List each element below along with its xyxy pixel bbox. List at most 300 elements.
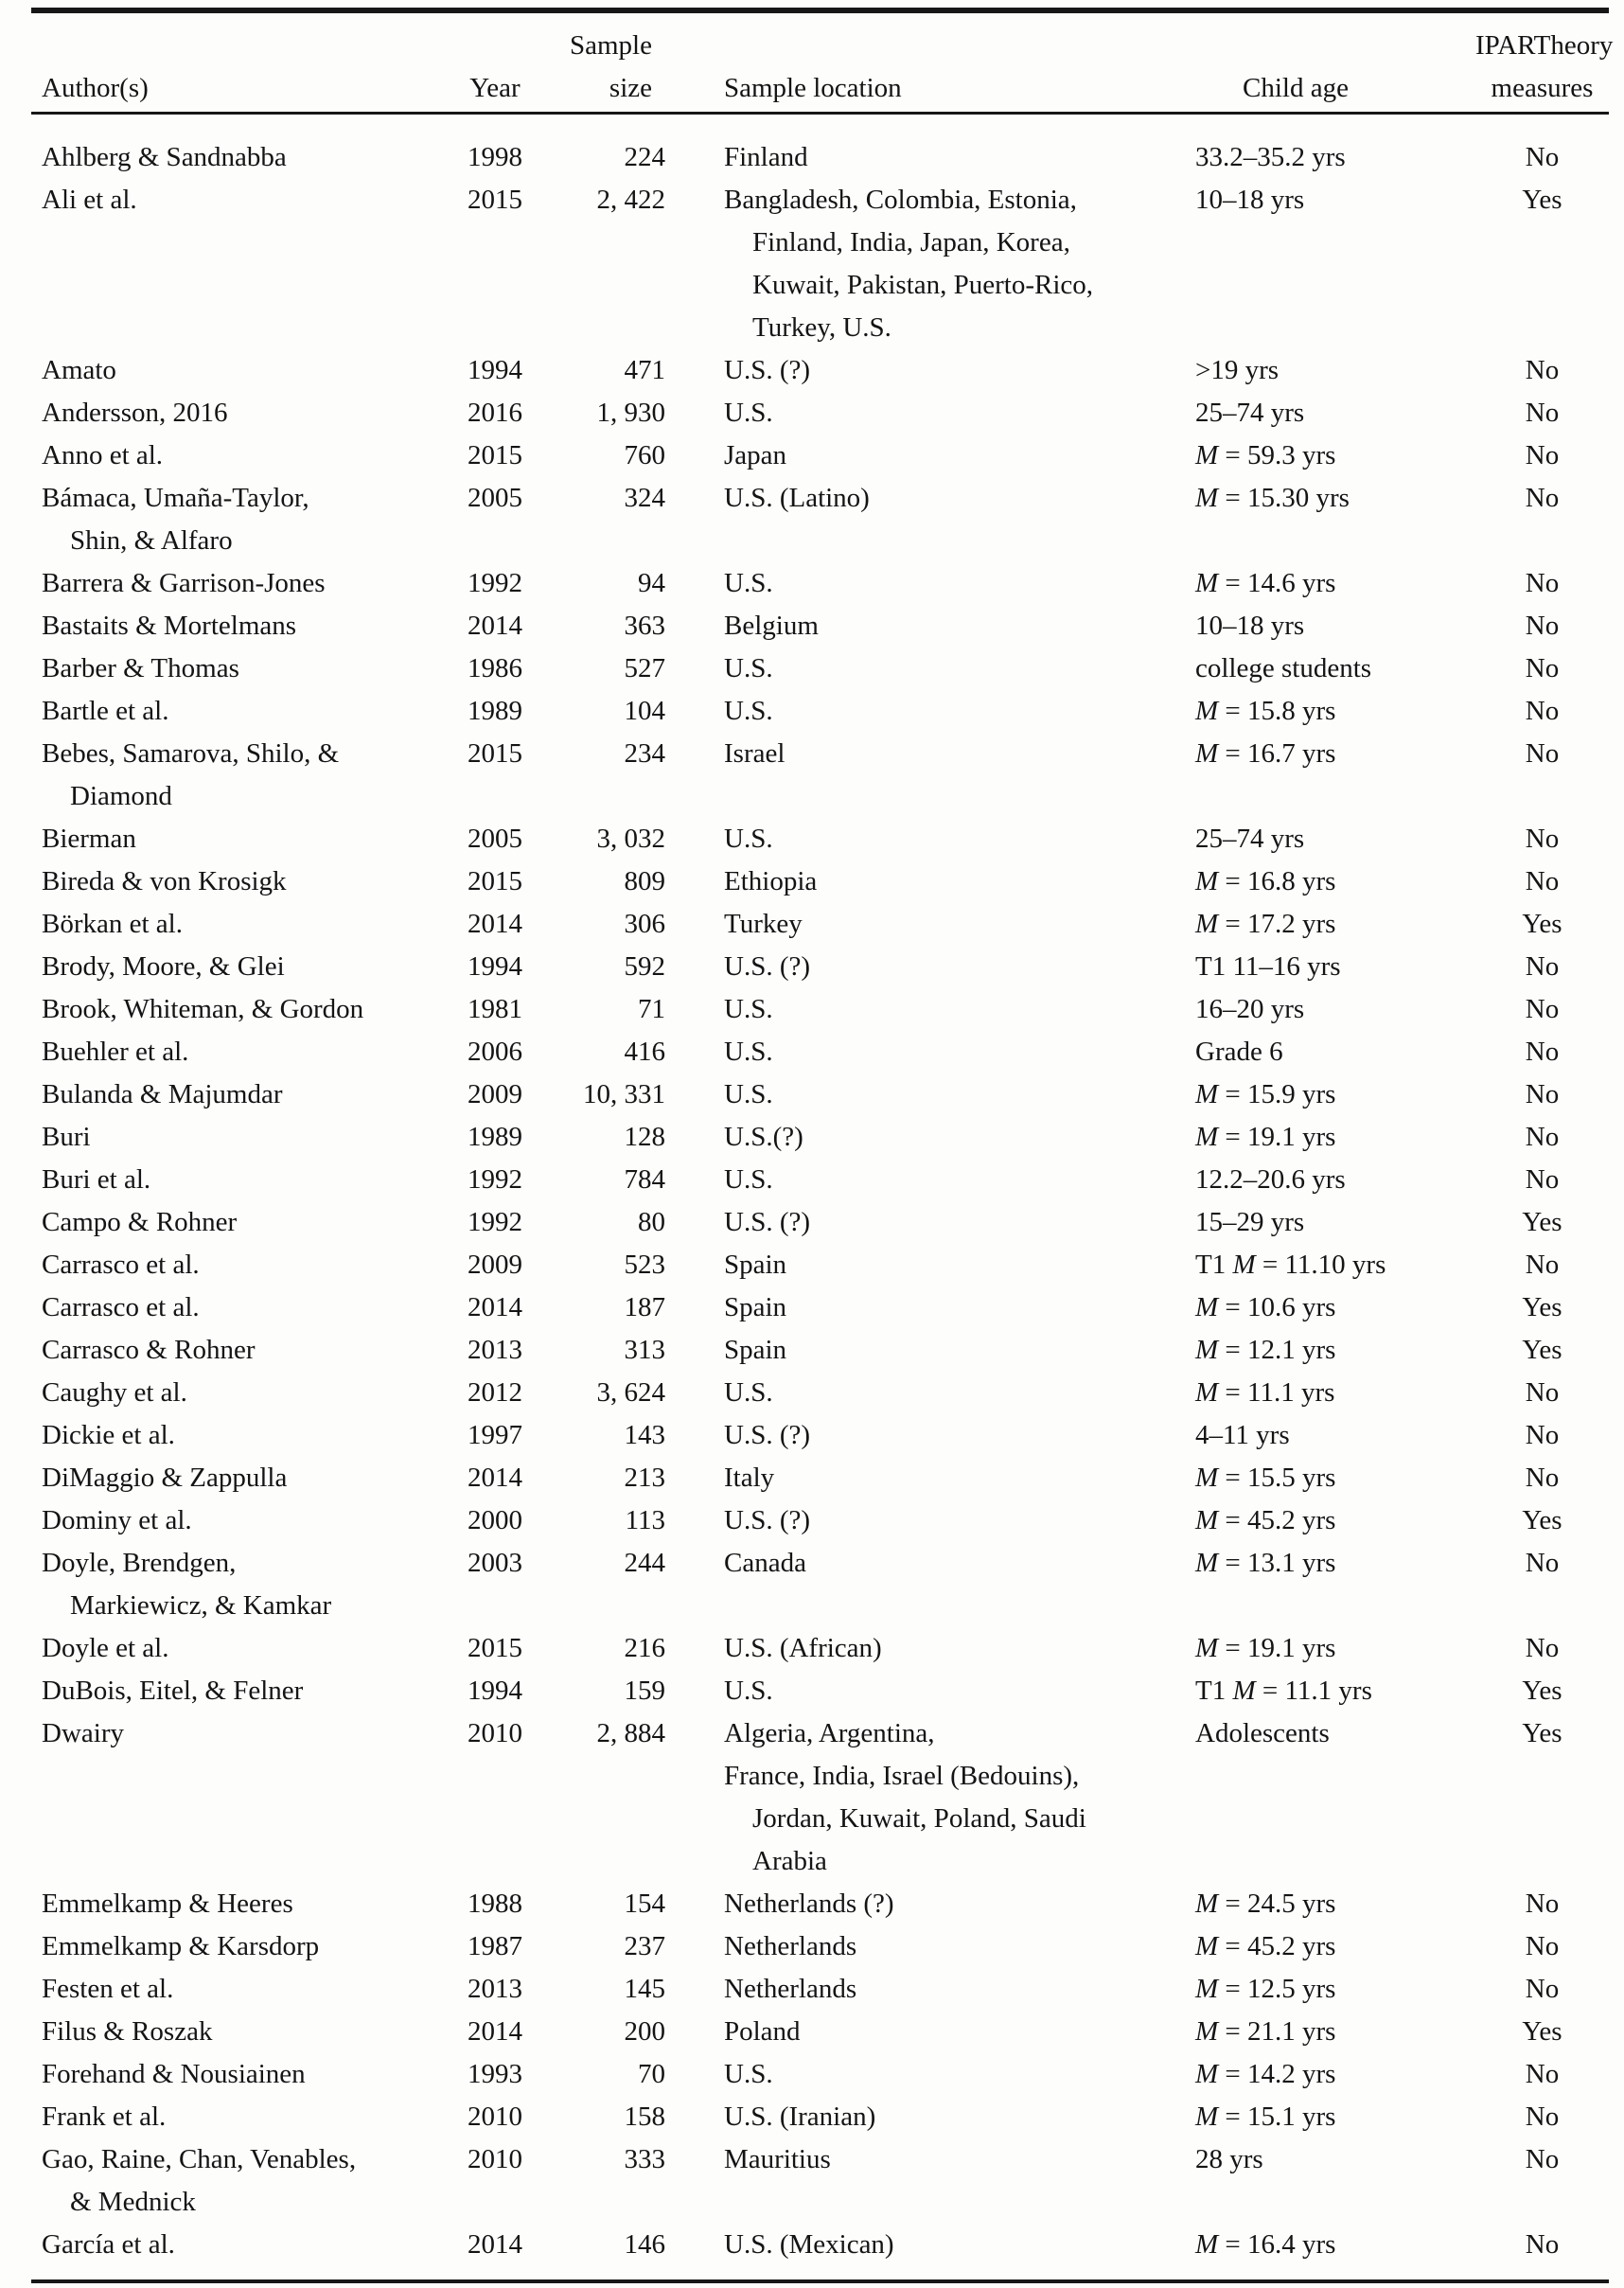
ipartheory-measures-cell [1475, 477, 1609, 562]
child-age-cell [1184, 1329, 1475, 1372]
header-year: Year [457, 67, 533, 114]
cell-line: No [1525, 1079, 1560, 1109]
sample-location-cell [665, 1457, 1184, 1499]
cell-line: T1 M = 11.10 yrs [1195, 1250, 1386, 1280]
cell-line: M = 15.8 yrs [1195, 696, 1336, 726]
author-cell [31, 1883, 457, 1925]
ipartheory-measures-cell [1475, 1031, 1609, 1073]
cell-line: U.S.(?) [724, 1122, 803, 1152]
cell-line: 12.2–20.6 yrs [1195, 1164, 1346, 1195]
year-cell [457, 1499, 533, 1542]
child-age-cell [1184, 114, 1475, 180]
cell-line: No [1525, 398, 1560, 428]
cell-line: 2005 [468, 824, 522, 854]
sample-location-cell [665, 1499, 1184, 1542]
cell-line: >19 yrs [1195, 355, 1280, 385]
cell-line: 1993 [468, 2059, 522, 2089]
cell-line: U.S. (?) [724, 1207, 811, 1237]
cell-line: 80 [638, 1207, 665, 1237]
cell-line: Yes [1522, 1207, 1562, 1237]
cell-line: Israel [724, 738, 786, 769]
sample-size-cell [533, 1116, 665, 1159]
cell-line: 1981 [468, 994, 522, 1024]
year-cell [457, 1712, 533, 1883]
ipartheory-measures-cell [1475, 349, 1609, 392]
cell-line: Dwairy [42, 1718, 124, 1748]
table-row [31, 605, 1609, 647]
cell-line: Italy [724, 1463, 775, 1493]
table-row [31, 477, 1609, 562]
year-cell [457, 1627, 533, 1670]
cell-line: Kuwait, Pakistan, Puerto-Rico, [752, 270, 1094, 300]
table-row [31, 562, 1609, 605]
author-cell [31, 1968, 457, 2011]
sample-location-cell [665, 562, 1184, 605]
author-cell [31, 1159, 457, 1201]
cell-line: 187 [624, 1292, 665, 1322]
table-row [31, 860, 1609, 903]
cell-line: 1992 [468, 1164, 522, 1195]
sample-size-cell [533, 1414, 665, 1457]
year-cell [457, 1925, 533, 1968]
sample-location-cell [665, 946, 1184, 988]
cell-line: DuBois, Eitel, & Felner [42, 1676, 304, 1706]
cell-line: 216 [624, 1633, 665, 1663]
sample-size-cell [533, 1201, 665, 1244]
child-age-cell [1184, 903, 1475, 946]
cell-line: Doyle et al. [42, 1633, 169, 1663]
year-cell [457, 1542, 533, 1627]
cell-line: Ethiopia [724, 866, 818, 896]
ipartheory-measures-cell [1475, 647, 1609, 690]
cell-line: Brody, Moore, & Glei [42, 951, 285, 982]
child-age-cell [1184, 1031, 1475, 1073]
header-authors: Author(s) [31, 67, 457, 114]
cell-line: No [1525, 2102, 1560, 2132]
author-cell [31, 818, 457, 860]
cell-line: 527 [624, 653, 665, 683]
cell-line: U.S. [724, 653, 773, 683]
cell-line: Turkey [724, 909, 803, 939]
cell-line: 523 [624, 1250, 665, 1280]
cell-line: U.S. (Mexican) [724, 2229, 894, 2260]
cell-line: 2010 [468, 2144, 522, 2174]
sample-location-cell [665, 1329, 1184, 1372]
header-row-top [31, 10, 1609, 67]
cell-line: No [1525, 1122, 1560, 1152]
table-row [31, 1414, 1609, 1457]
cell-line: U.S. [724, 994, 773, 1024]
cell-line: No [1525, 1931, 1560, 1961]
cell-line: M = 15.5 yrs [1195, 1463, 1336, 1493]
cell-line: Shin, & Alfaro [70, 525, 233, 556]
cell-line: Ali et al. [42, 185, 137, 215]
year-cell [457, 988, 533, 1031]
cell-line: 784 [624, 1164, 665, 1195]
ipartheory-measures-cell [1475, 435, 1609, 477]
cell-line: 2, 884 [596, 1718, 665, 1748]
cell-line: No [1525, 2144, 1560, 2174]
cell-line: M = 15.30 yrs [1195, 483, 1350, 513]
cell-line: Spain [724, 1250, 787, 1280]
cell-line: Yes [1522, 1676, 1562, 1706]
table-row [31, 1712, 1609, 1883]
sample-size-cell [533, 605, 665, 647]
cell-line: 145 [624, 1974, 665, 2004]
cell-line: M = 12.1 yrs [1195, 1335, 1336, 1365]
child-age-cell [1184, 1201, 1475, 1244]
ipartheory-measures-cell [1475, 860, 1609, 903]
cell-line: 2013 [468, 1974, 522, 2004]
cell-line: 2010 [468, 2102, 522, 2132]
ipartheory-measures-cell [1475, 114, 1609, 180]
cell-line: 10–18 yrs [1195, 185, 1305, 215]
table-row [31, 988, 1609, 1031]
table-row [31, 1372, 1609, 1414]
cell-line: No [1525, 1420, 1560, 1450]
sample-size-cell [533, 349, 665, 392]
cell-line: 1997 [468, 1420, 522, 1450]
sample-size-cell [533, 733, 665, 818]
sample-location-cell [665, 1712, 1184, 1883]
ipartheory-measures-cell [1475, 1159, 1609, 1201]
cell-line: No [1525, 1037, 1560, 1067]
table-row [31, 114, 1609, 180]
sample-location-cell [665, 1883, 1184, 1925]
cell-line: 1992 [468, 1207, 522, 1237]
child-age-cell [1184, 647, 1475, 690]
ipartheory-measures-cell [1475, 733, 1609, 818]
year-cell [457, 690, 533, 733]
cell-line: 15–29 yrs [1195, 1207, 1305, 1237]
ipartheory-measures-cell [1475, 1329, 1609, 1372]
cell-line: U.S. (?) [724, 951, 811, 982]
child-age-cell [1184, 179, 1475, 349]
cell-line: 2010 [468, 1718, 522, 1748]
table-row [31, 1883, 1609, 1925]
cell-line: 2009 [468, 1079, 522, 1109]
table-row [31, 1627, 1609, 1670]
sample-location-cell [665, 477, 1184, 562]
cell-line: 2014 [468, 611, 522, 641]
table-row [31, 2138, 1609, 2224]
sample-size-cell [533, 946, 665, 988]
cell-line: T1 M = 11.1 yrs [1195, 1676, 1372, 1706]
year-cell [457, 860, 533, 903]
cell-line: 2015 [468, 738, 522, 769]
sample-size-cell [533, 392, 665, 435]
cell-line: M = 14.2 yrs [1195, 2059, 1336, 2089]
cell-line: Yes [1522, 1335, 1562, 1365]
cell-line: & Mednick [70, 2187, 196, 2217]
cell-line: 809 [624, 866, 665, 896]
ipartheory-measures-cell [1475, 988, 1609, 1031]
child-age-cell [1184, 2224, 1475, 2281]
header-spacer [665, 10, 1184, 67]
cell-line: college students [1195, 653, 1372, 683]
cell-line: U.S. [724, 398, 773, 428]
author-cell [31, 1499, 457, 1542]
cell-line: Turkey, U.S. [752, 312, 891, 343]
cell-line: Diamond [70, 781, 172, 811]
author-cell [31, 1073, 457, 1116]
table-header [31, 10, 1614, 114]
author-cell [31, 114, 457, 180]
child-age-cell [1184, 2053, 1475, 2096]
author-cell [31, 647, 457, 690]
ipartheory-measures-cell [1475, 392, 1609, 435]
cell-line: 2000 [468, 1505, 522, 1535]
ipartheory-measures-cell [1475, 1244, 1609, 1286]
cell-line: Bierman [42, 824, 136, 854]
cell-line: M = 10.6 yrs [1195, 1292, 1336, 1322]
ipartheory-measures-cell [1475, 1542, 1609, 1627]
child-age-cell [1184, 349, 1475, 392]
author-cell [31, 2096, 457, 2138]
year-cell [457, 1670, 533, 1712]
child-age-cell [1184, 1372, 1475, 1414]
header-spacer [457, 10, 533, 67]
ipartheory-measures-cell [1475, 562, 1609, 605]
sample-size-cell [533, 1925, 665, 1968]
cell-line: Yes [1522, 2016, 1562, 2047]
ipartheory-measures-cell [1475, 1414, 1609, 1457]
year-cell [457, 733, 533, 818]
header-spacer [1184, 10, 1475, 67]
ipartheory-measures-cell [1475, 1201, 1609, 1244]
year-cell [457, 2053, 533, 2096]
cell-line: Bámaca, Umaña-Taylor, [42, 483, 309, 513]
header-row-bottom [31, 67, 1609, 114]
year-cell [457, 562, 533, 605]
sample-location-cell [665, 988, 1184, 1031]
cell-line: 1998 [468, 142, 522, 172]
cell-line: Markiewicz, & Kamkar [70, 1590, 332, 1621]
author-cell [31, 860, 457, 903]
cell-line: García et al. [42, 2229, 175, 2260]
ipartheory-measures-cell [1475, 2096, 1609, 2138]
sample-location-cell [665, 1670, 1184, 1712]
cell-line: 1989 [468, 1122, 522, 1152]
cell-line: Yes [1522, 1505, 1562, 1535]
sample-size-cell [533, 647, 665, 690]
cell-line: 2014 [468, 2016, 522, 2047]
studies-table [31, 8, 1614, 2283]
cell-line: Andersson, 2016 [42, 398, 228, 428]
cell-line: M = 59.3 yrs [1195, 440, 1336, 470]
cell-line: M = 14.6 yrs [1195, 568, 1336, 598]
table-row [31, 1925, 1609, 1968]
author-cell [31, 1925, 457, 1968]
cell-line: M = 17.2 yrs [1195, 909, 1336, 939]
sample-size-cell [533, 2096, 665, 2138]
table-row [31, 1073, 1609, 1116]
table-row [31, 1159, 1609, 1201]
child-age-cell [1184, 1244, 1475, 1286]
cell-line: No [1525, 483, 1560, 513]
cell-line: Finland, India, Japan, Korea, [752, 227, 1070, 257]
child-age-cell [1184, 2096, 1475, 2138]
cell-line: Emmelkamp & Heeres [42, 1889, 293, 1919]
cell-line: Carrasco et al. [42, 1250, 200, 1280]
sample-size-cell [533, 114, 665, 180]
table-row [31, 1542, 1609, 1627]
year-cell [457, 349, 533, 392]
sample-size-cell [533, 818, 665, 860]
table-row [31, 1116, 1609, 1159]
table-row [31, 1244, 1609, 1286]
cell-line: 2003 [468, 1548, 522, 1578]
sample-location-cell [665, 1925, 1184, 1968]
cell-line: Barrera & Garrison-Jones [42, 568, 326, 598]
sample-size-cell [533, 477, 665, 562]
cell-line: No [1525, 568, 1560, 598]
year-cell [457, 1244, 533, 1286]
cell-line: Anno et al. [42, 440, 164, 470]
year-cell [457, 2138, 533, 2224]
cell-line: U.S. [724, 1377, 773, 1408]
year-cell [457, 2096, 533, 2138]
cell-line: U.S. [724, 1676, 773, 1706]
cell-line: 2015 [468, 866, 522, 896]
sample-size-cell [533, 1712, 665, 1883]
cell-line: U.S. (?) [724, 1420, 811, 1450]
child-age-cell [1184, 1116, 1475, 1159]
author-cell [31, 179, 457, 349]
ipartheory-measures-cell [1475, 1372, 1609, 1414]
cell-line: Bastaits & Mortelmans [42, 611, 297, 641]
cell-line: Dickie et al. [42, 1420, 175, 1450]
child-age-cell [1184, 1712, 1475, 1883]
cell-line: No [1525, 1548, 1560, 1578]
table-row [31, 1968, 1609, 2011]
cell-line: Gao, Raine, Chan, Venables, [42, 2144, 357, 2174]
author-cell [31, 435, 457, 477]
cell-line: No [1525, 866, 1560, 896]
year-cell [457, 1116, 533, 1159]
sample-size-cell [533, 2011, 665, 2053]
table-row [31, 1499, 1609, 1542]
sample-size-cell [533, 179, 665, 349]
sample-size-cell [533, 1968, 665, 2011]
cell-line: 143 [624, 1420, 665, 1450]
author-cell [31, 1457, 457, 1499]
cell-line: M = 15.9 yrs [1195, 1079, 1336, 1109]
author-cell [31, 2053, 457, 2096]
child-age-cell [1184, 1883, 1475, 1925]
cell-line: 104 [624, 696, 665, 726]
cell-line: 224 [624, 142, 665, 172]
sample-location-cell [665, 435, 1184, 477]
cell-line: 94 [638, 568, 665, 598]
sample-location-cell [665, 903, 1184, 946]
table-row [31, 1670, 1609, 1712]
author-cell [31, 1031, 457, 1073]
cell-line: Ahlberg & Sandnabba [42, 142, 287, 172]
author-cell [31, 690, 457, 733]
year-cell [457, 435, 533, 477]
cell-line: 2009 [468, 1250, 522, 1280]
author-cell [31, 1542, 457, 1627]
year-cell [457, 1201, 533, 1244]
sample-location-cell [665, 392, 1184, 435]
cell-line: 1986 [468, 653, 522, 683]
cell-line: M = 16.8 yrs [1195, 866, 1336, 896]
cell-line: 333 [624, 2144, 665, 2174]
child-age-cell [1184, 1414, 1475, 1457]
cell-line: M = 21.1 yrs [1195, 2016, 1336, 2047]
author-cell [31, 1116, 457, 1159]
cell-line: 2005 [468, 483, 522, 513]
header-sample-size-line2: size [533, 67, 665, 114]
sample-size-cell [533, 903, 665, 946]
cell-line: 592 [624, 951, 665, 982]
sample-location-cell [665, 114, 1184, 180]
table-row [31, 349, 1609, 392]
year-cell [457, 1073, 533, 1116]
sample-size-cell [533, 1883, 665, 1925]
ipartheory-measures-cell [1475, 690, 1609, 733]
author-cell [31, 733, 457, 818]
cell-line: M = 19.1 yrs [1195, 1122, 1336, 1152]
cell-line: Buri [42, 1122, 91, 1152]
cell-line: 760 [624, 440, 665, 470]
year-cell [457, 946, 533, 988]
author-cell [31, 1329, 457, 1372]
cell-line: 113 [625, 1505, 665, 1535]
sample-size-cell [533, 2053, 665, 2096]
cell-line: 159 [624, 1676, 665, 1706]
child-age-cell [1184, 1925, 1475, 1968]
year-cell [457, 1159, 533, 1201]
cell-line: Barber & Thomas [42, 653, 239, 683]
cell-line: Carrasco & Rohner [42, 1335, 256, 1365]
cell-line: 25–74 yrs [1195, 824, 1305, 854]
year-cell [457, 1329, 533, 1372]
cell-line: M = 16.4 yrs [1195, 2229, 1336, 2260]
header-sample-size-line1: Sample [570, 30, 652, 61]
cell-line: 128 [624, 1122, 665, 1152]
author-cell [31, 1670, 457, 1712]
ipartheory-measures-cell [1475, 903, 1609, 946]
cell-line: Belgium [724, 611, 819, 641]
year-cell [457, 903, 533, 946]
sample-location-cell [665, 2096, 1184, 2138]
cell-line: Japan [724, 440, 787, 470]
sample-size-cell [533, 562, 665, 605]
author-cell [31, 392, 457, 435]
cell-line: Netherlands [724, 1974, 857, 2004]
cell-line: 2015 [468, 185, 522, 215]
cell-line: Poland [724, 2016, 801, 2047]
table-row [31, 690, 1609, 733]
ipartheory-measures-cell [1475, 2224, 1609, 2281]
child-age-cell [1184, 1542, 1475, 1627]
sample-size-cell [533, 1073, 665, 1116]
sample-location-cell [665, 1073, 1184, 1116]
sample-location-cell [665, 179, 1184, 349]
cell-line: 306 [624, 909, 665, 939]
cell-line: No [1525, 2059, 1560, 2089]
cell-line: 2014 [468, 1463, 522, 1493]
sample-size-cell [533, 1499, 665, 1542]
cell-line: No [1525, 2229, 1560, 2260]
cell-line: No [1525, 611, 1560, 641]
table-row [31, 2053, 1609, 2096]
cell-line: 363 [624, 611, 665, 641]
author-cell [31, 903, 457, 946]
cell-line: 10, 331 [583, 1079, 665, 1109]
